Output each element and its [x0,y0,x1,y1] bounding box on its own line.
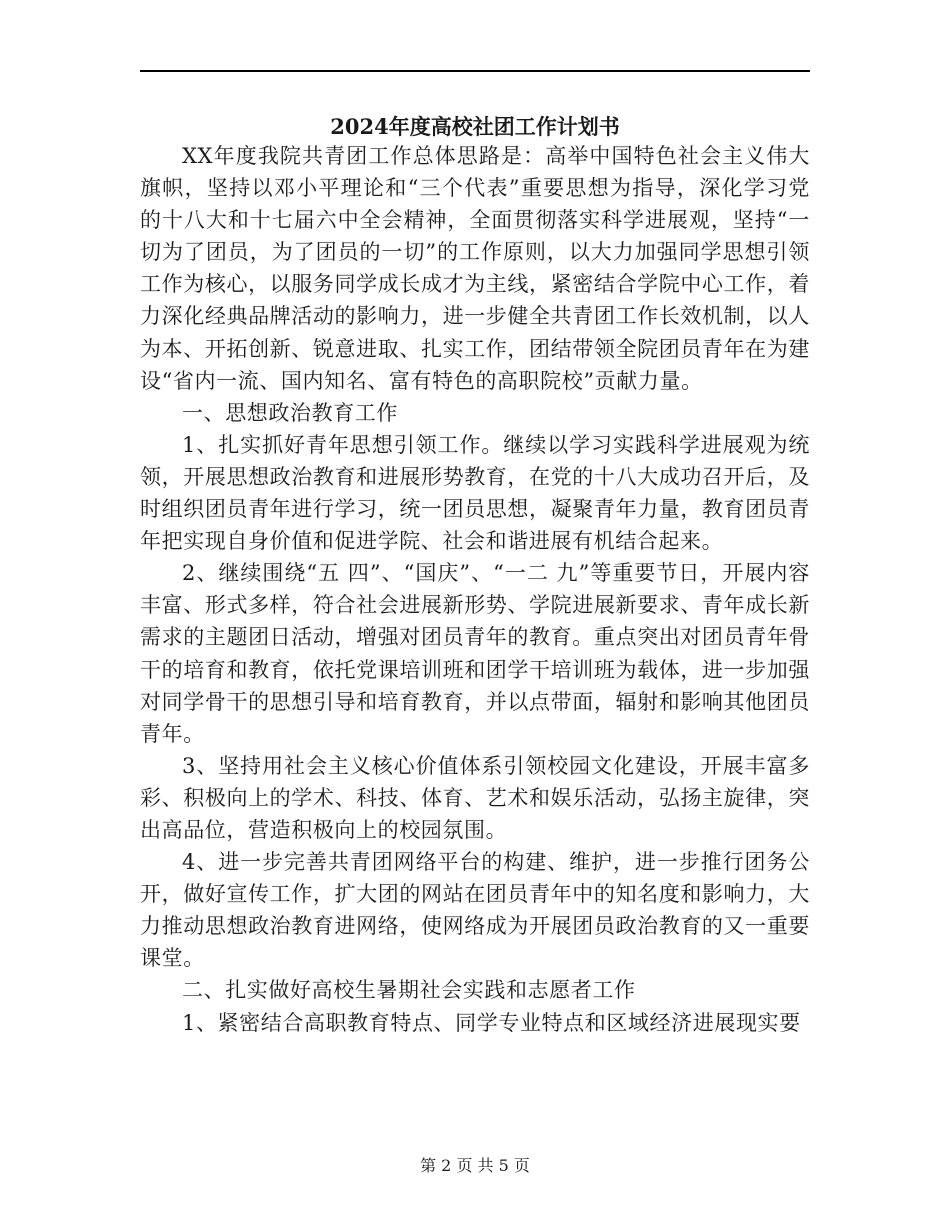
paragraph-1-4: 4、进一步完善共青团网络平台的构建、维护，进一步推行团务公开，做好宣传工作，扩大团的网站在团员青年中的知名度和影响力，大力推动思想政治教育进网络，使网络成为开展团员政治教育的又一重要课堂。 [140,850,810,971]
page-number-footer: 第 2 页 共 5 页 [420,1156,530,1175]
header-rule [140,70,810,72]
section-heading-2: 二、扎实做好高校生暑期社会实践和志愿者工作 [182,978,636,1003]
document-title: 2024年度高校社团工作计划书 [330,114,620,139]
paragraph-2-1: 1、紧密结合高职教育特点、同学专业特点和区域经济进展现实要 [182,1010,801,1035]
paragraph-overview: XX年度我院共青团工作总体思路是：高举中国特色社会主义伟大旗帜，坚持以邓小平理论和“三个代表”重要思想为指导，深化学习党的十八大和十七届六中全会精神，全面贯彻落实科学进展观，坚持“一切为了团员，为了团员的一切”的工作原则，以大力加强同学思想引领工作为核心，以服务同学成长成才为主线，紧密结合学院中心工作，着力深化经典品牌活动的影响力，进一步健全共青团工作长效机制，以人为本、开拓创新、锐意进取、扎实工作，团结带领全院团员青年在为建设“省内一流、国内知名、富有特色的高职院校”贡献力量。 [140,144,810,393]
paragraph-1-1: 1、扎实抓好青年思想引领工作。继续以学习实践科学进展观为统领，开展思想政治教育和进展形势教育，在党的十八大成功召开后，及时组织团员青年进行学习，统一团员思想，凝聚青年力量，教育团员青年把实现自身价值和促进学院、社会和谐进展有机结合起来。 [140,432,810,554]
section-heading-1: 一、思想政治教育工作 [182,400,398,425]
paragraph-1-2: 2、继续围绕“五 四”、“国庆”、“一二 九”等重要节日，开展内容丰富、形式多样，符合社会进展新形势、学院进展新要求、青年成长新需求的主题团日活动，增强对团员青年的教育。重点突出对团员青年骨干的培育和教育，依托党课培训班和团学干培训班为载体，进一步加强对同学骨干的思想引导和培育教育，并以点带面，辐射和影响其他团员青年。 [140,561,810,746]
document-body [140,140,810,1039]
paragraph-1-3: 3、坚持用社会主义核心价值体系引领校园文化建设，开展丰富多彩、积极向上的学术、科技、体育、艺术和娱乐活动，弘扬主旋律，突出高品位，营造积极向上的校园氛围。 [140,753,810,842]
